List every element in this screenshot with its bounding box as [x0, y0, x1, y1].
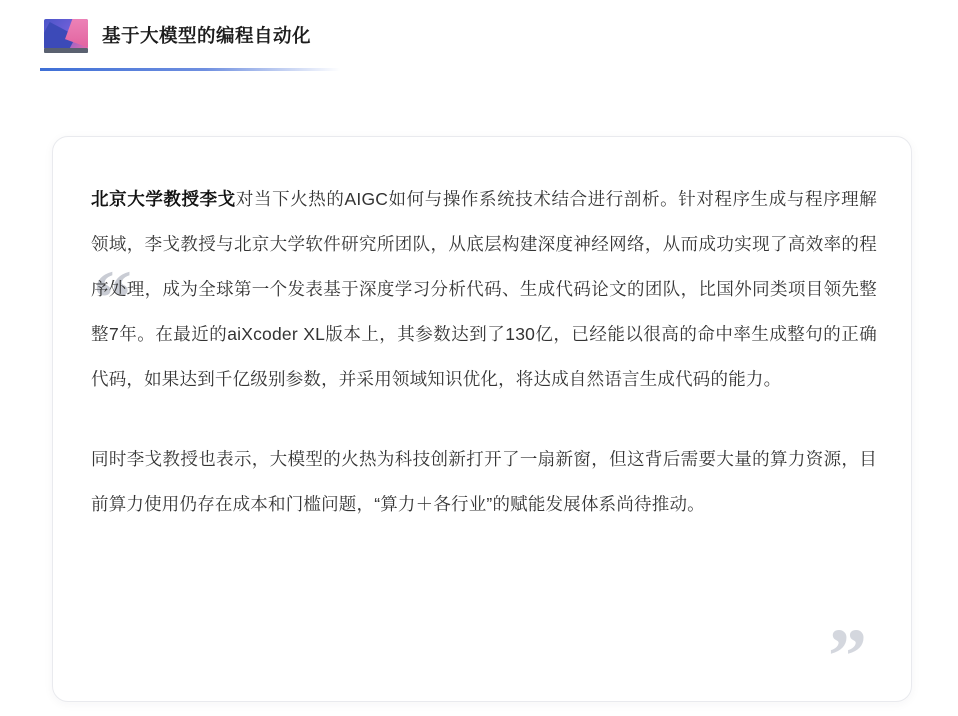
page-header: [0, 0, 958, 72]
quote-card: [52, 136, 912, 702]
paragraph-1-lead: 北京大学教授李戈: [91, 189, 236, 209]
page-title: 基于大模型的编程自动化: [102, 24, 312, 46]
paragraph-2: [91, 437, 877, 527]
close-quote-mark: ”: [828, 612, 867, 699]
logo-gradient-shape: [44, 19, 88, 49]
open-quote-mark: “: [93, 254, 132, 341]
paragraph-2-rest: 同时李戈教授也表示，大模型的火热为科技创新打开了一扇新窗，但这背后需要大量的算力资源，目前算力使用仍存在成本和门槛问题，“算力＋各行业”的赋能发展体系尚待推动。: [91, 449, 877, 514]
paragraph-1-rest: 对当下火热的AIGC如何与操作系统技术结合进行剖析。针对程序生成与程序理解领域，李戈教授与北京大学软件研究所团队，从底层构建深度神经网络，从而成功实现了高效率的程序处理，成为全球第一个发表基于深度学习分析代码、生成代码论文的团队，比国外同类项目领先整整7年。在最近的aiXcoder XL版本上，其参数达到了130亿，已经能以很高的命中率生成整句的正确代码，如果达到千亿级别参数，并采用领域知识优化，将达成自然语言生成代码的能力。: [91, 189, 877, 389]
paragraph-1: [91, 177, 877, 402]
quote-card-body: [91, 177, 877, 667]
header-underline-divider: [40, 68, 340, 71]
logo-base-bar: [44, 48, 88, 53]
aixcoder-logo-icon: [44, 19, 88, 53]
